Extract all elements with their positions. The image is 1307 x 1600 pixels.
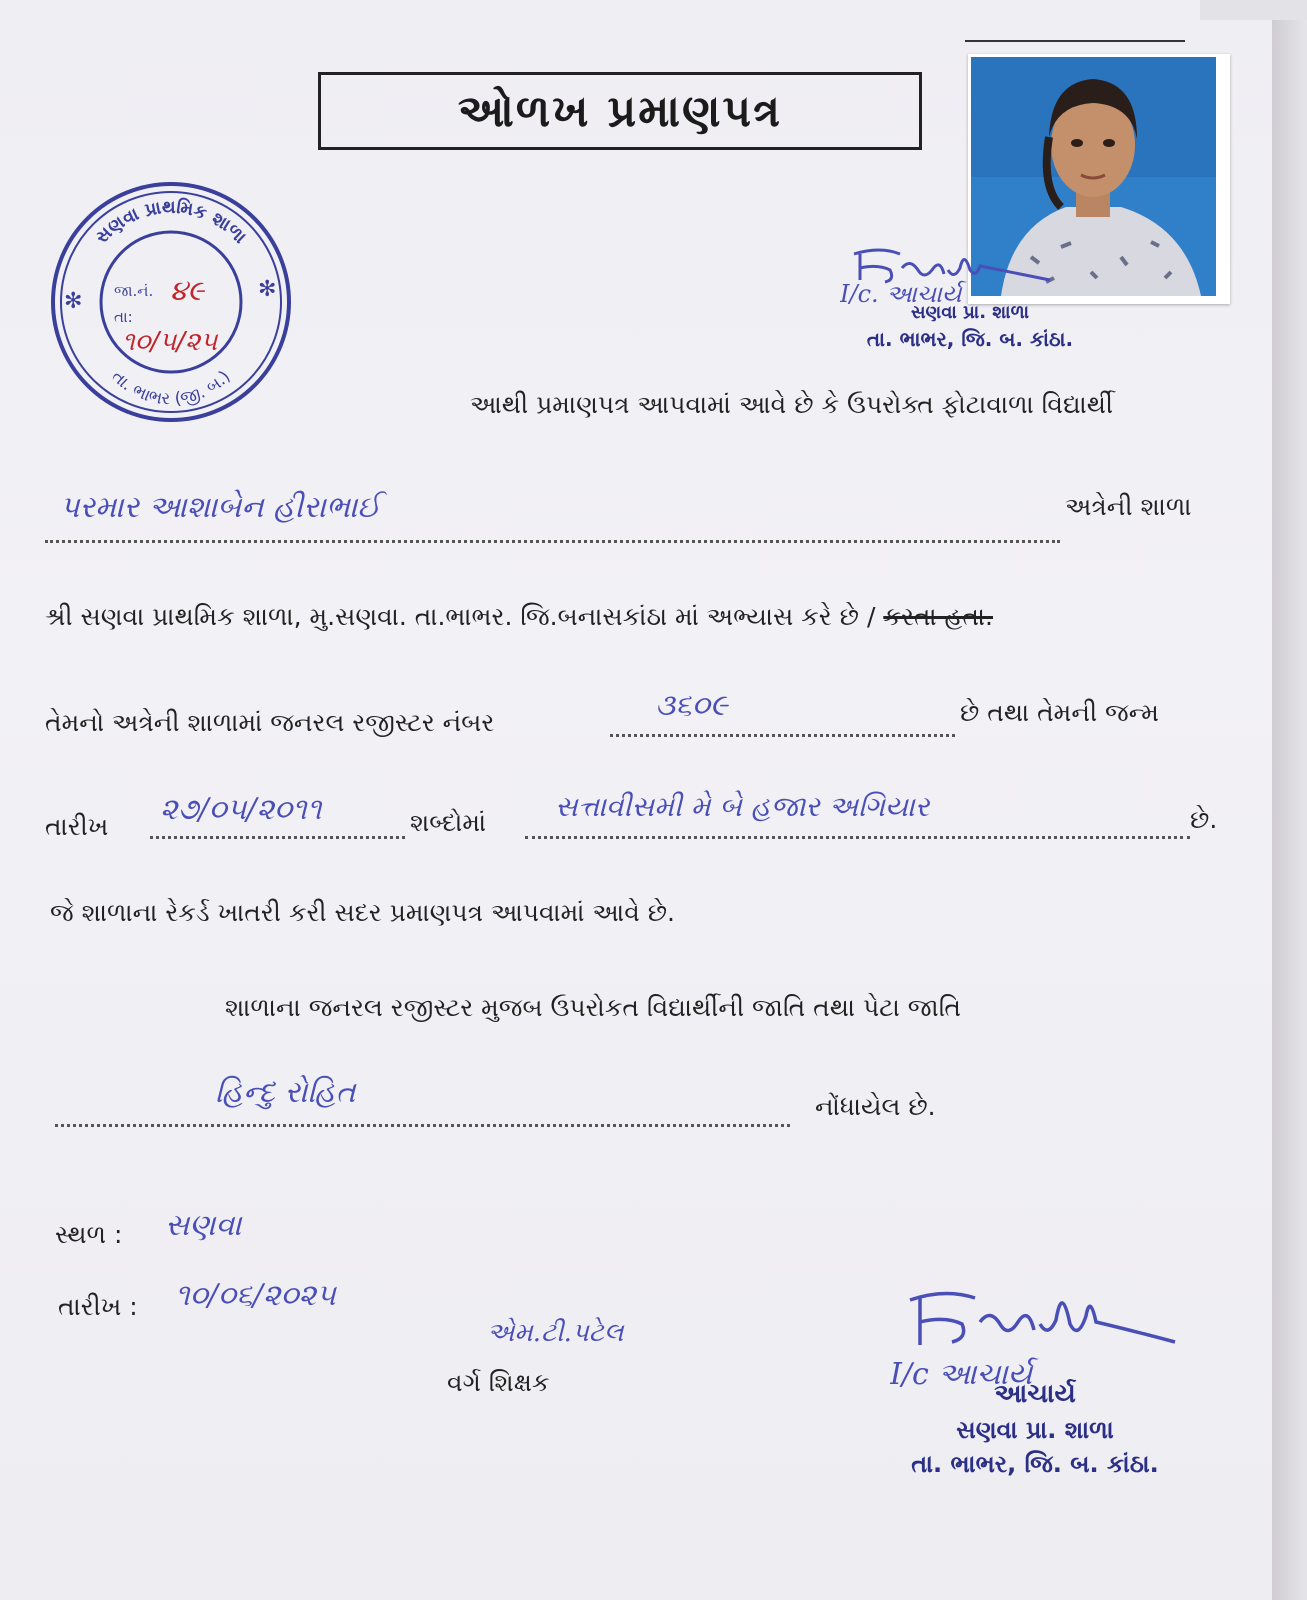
record-line: જે શાળાના રેકર્ડ ખાતરી કરી સદર પ્રમાણપત્ર આપવામાં આવે છે. — [50, 898, 675, 927]
school-round-seal — [42, 178, 300, 426]
seal-date-label: તા: — [114, 308, 133, 326]
certificate-title: ઓળખ પ્રમાણપત્ર — [318, 72, 922, 150]
seal-star-left-icon: ✻ — [64, 289, 83, 314]
seal-bottom-text: તા. ભાભર (જી. બ.) — [107, 366, 235, 410]
dob-words-dotted-line — [525, 836, 1190, 839]
caste-value: હિન્દુ રોહિત — [215, 1075, 356, 1110]
seal-star-right-icon: ✻ — [258, 277, 277, 302]
register-suffix: છે તથા તેમની જન્મ — [960, 698, 1159, 727]
page-corner — [1200, 0, 1307, 20]
school-line-struck: કરતા હતા. — [883, 602, 993, 631]
principal-stamp-block — [870, 1375, 1200, 1481]
caste-dotted-line — [55, 1124, 790, 1127]
register-number: ૩૬૦૯ — [655, 688, 728, 723]
photo-stamp-school: સણવા પ્રા. શાળા — [910, 302, 1030, 323]
school-line-text: શ્રી સણવા પ્રાથમિક શાળા, મુ.સણવા. તા.ભાભર. જિ.બનાસકાંઠા માં અભ્યાસ કરે છે / — [45, 602, 876, 631]
principal-signature-bottom — [890, 1280, 1190, 1390]
dob-value: ૨૭/૦૫/૨૦૧૧ — [160, 792, 322, 827]
page-edge — [1272, 0, 1307, 1600]
place-label: સ્થળ : — [55, 1220, 123, 1249]
intro-line: આથી પ્રમાણપત્ર આપવામાં આવે છે કે ઉપરોક્ત ફોટાવાળા વિદ્યાર્થી — [470, 390, 1114, 419]
photo-stamp-block — [820, 302, 1120, 354]
principal-signature-top — [840, 240, 1070, 310]
dob-label: તારીખ — [45, 812, 109, 841]
principal-role: આચાર્ય — [994, 1379, 1076, 1409]
dob-suffix: છે. — [1190, 805, 1218, 834]
dob-dotted-line — [150, 836, 405, 839]
teacher-signature: એમ.ટી.પટેલ — [487, 1318, 624, 1348]
name-dotted-line — [45, 540, 1060, 543]
register-prefix: તેમનો અત્રેની શાળામાં જનરલ રજીસ્ટર નંબર — [45, 708, 495, 737]
principal-ic-text: I/c આચાર્ય — [890, 1357, 1033, 1390]
date-label: તારીખ : — [58, 1292, 138, 1321]
school-line — [45, 602, 993, 632]
student-name: પરમાર આશાબેન હીરાભાઈ — [60, 490, 381, 525]
principal-school: સણવા પ્રા. શાળા — [956, 1416, 1114, 1444]
svg-text:સણવા પ્રાથમિક શાળા — [91, 196, 250, 248]
seal-ring-text: સણવા પ્રાથમિક શાળા — [91, 196, 251, 248]
photo-stamp-role: I/c. આચાર્ય — [840, 280, 962, 308]
photo-stamp-place: તા. ભાભર, જિ. બ. કાંઠા. — [866, 327, 1074, 351]
seal-no-label: જા.નં. — [114, 282, 154, 300]
date-value: ૧૦/૦૬/૨૦૨૫ — [175, 1278, 336, 1313]
words-label: શબ્દોમાં — [410, 808, 487, 837]
seal-date-value: ૧૦/૫/૨૫ — [122, 327, 218, 357]
seal-no-value: ૪૯ — [170, 274, 204, 307]
line2-suffix: અત્રેની શાળા — [1065, 492, 1192, 521]
place-value: સણવા — [165, 1208, 242, 1243]
teacher-title: વર્ગ શિક્ષક — [447, 1368, 550, 1397]
caste-suffix: નોંધાયેલ છે. — [815, 1092, 936, 1121]
caste-intro: શાળાના જનરલ રજીસ્ટર મુજબ ઉપરોકત વિદ્યાર્થીની જાતિ તથા પેટા જાતિ — [225, 993, 961, 1022]
principal-place: તા. ભાભર, જિ. બ. કાંઠા. — [911, 1450, 1159, 1478]
dob-words: સત્તાવીસમી મે બે હજાર અગિયાર — [555, 790, 930, 823]
register-dotted-line — [610, 734, 955, 737]
